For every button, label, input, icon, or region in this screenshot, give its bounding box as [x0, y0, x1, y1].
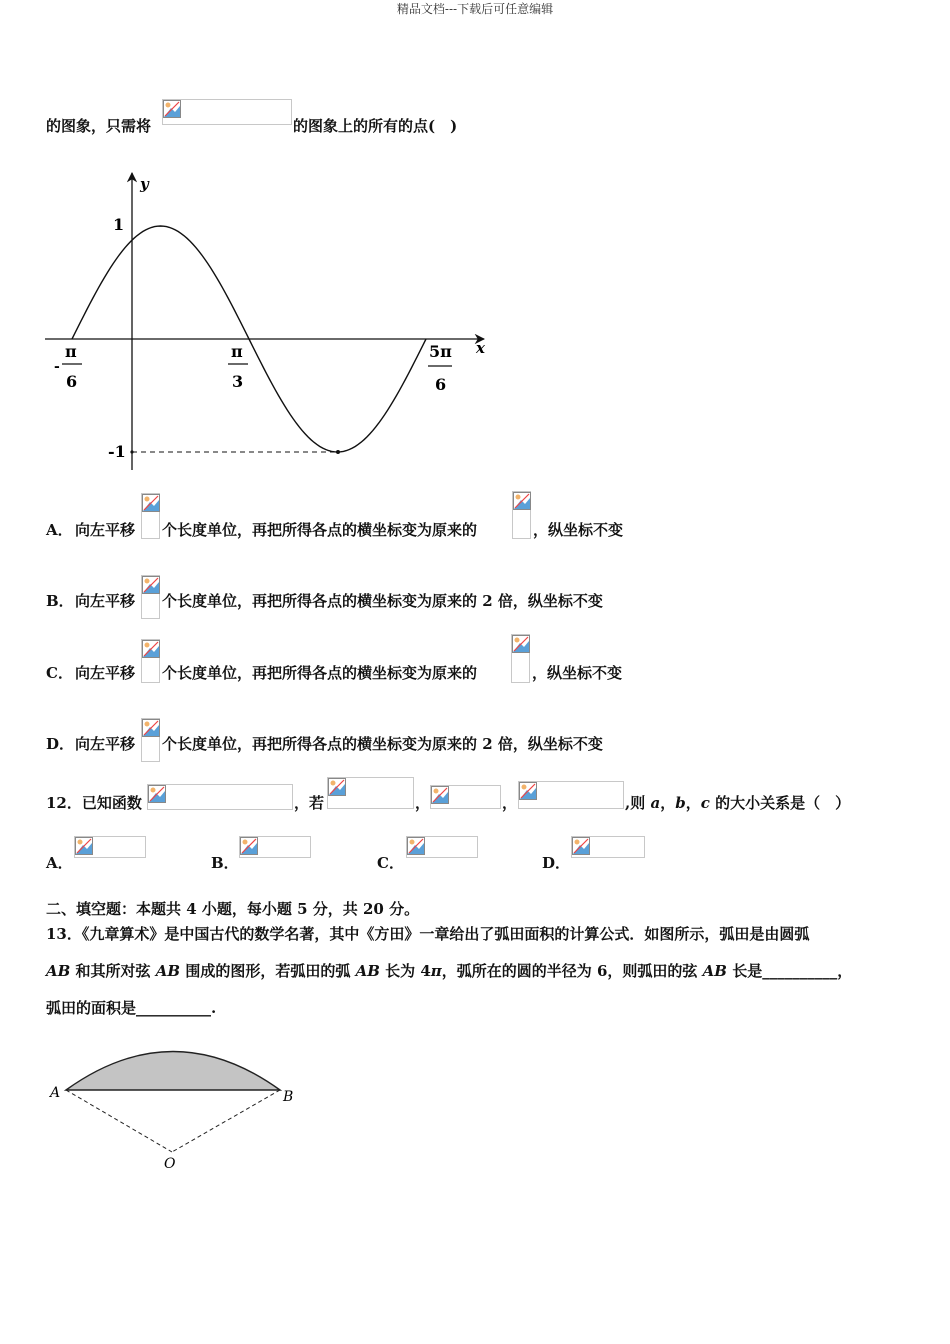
pi-symbol: π: [430, 962, 442, 980]
formula-image-placeholder: [518, 781, 624, 809]
section-title: 二、填空题：本题共 4 小题，每小题 5 分，共 20 分。: [46, 900, 420, 918]
q12-tail-post: 的大小关系是（ ）: [709, 794, 851, 812]
q13-text: 弧田的面积是: [46, 999, 137, 1017]
option-d-pre: 向左平移: [75, 735, 136, 753]
option-a-pre: 向左平移: [75, 521, 136, 539]
x-axis-label: x: [476, 339, 485, 357]
formula-image-placeholder: [162, 99, 292, 125]
q13-text: 长是: [726, 962, 763, 980]
formula-image-placeholder: [74, 836, 146, 858]
x-tick-mid-num: π: [231, 342, 243, 361]
option-c-post: ，纵坐标不变: [532, 664, 623, 682]
option-b-mid: 个长度单位，再把所得各点的横坐标变为原来的 2 倍，纵坐标不变: [162, 592, 603, 610]
broken-image-icon: [142, 640, 160, 658]
page-header: 精品文档---下载后可任意编辑: [396, 2, 554, 16]
ab-label: AB: [702, 962, 727, 980]
arc-field-figure: [40, 1030, 320, 1180]
broken-image-icon: [163, 100, 181, 118]
formula-image-placeholder: [147, 784, 293, 810]
q13-line1: 13．《九章算术》是中国古代的数学名著，其中《方田》一章给出了弧田面积的计算公式．如图所示，弧田是由圆弧: [46, 925, 810, 943]
radius-oa: [66, 1090, 172, 1152]
option-a-post: ，纵坐标不变: [533, 521, 624, 539]
formula-image-placeholder: [239, 836, 311, 858]
q12-option-d: D．: [542, 854, 571, 872]
var-c: c: [700, 794, 710, 812]
x-tick-end-den: 6: [435, 375, 447, 394]
formula-image-placeholder: [511, 634, 530, 683]
comma: ，: [685, 794, 701, 812]
formula-image-placeholder: [141, 493, 160, 539]
broken-image-icon: [519, 782, 537, 800]
broken-image-icon: [240, 837, 258, 855]
q11-stem-pre: 的图象，只需将: [46, 117, 152, 135]
broken-image-icon: [512, 635, 530, 653]
answer-blank[interactable]: __________: [136, 999, 212, 1017]
q13-line3: [46, 998, 216, 1018]
x-tick-mid-den: 3: [232, 372, 244, 391]
point-o-label: O: [164, 1156, 176, 1172]
option-c-pre: 向左平移: [75, 664, 136, 682]
q13-text: 和其所对弦: [70, 962, 156, 980]
min-point: [336, 450, 340, 454]
option-d-letter: D．: [46, 735, 75, 753]
q12-option-a: A．: [46, 854, 73, 872]
x-tick-neg-den: 6: [66, 372, 78, 391]
q12-tail-pre: ,则: [625, 794, 651, 812]
y-tick-neg1: -1: [108, 442, 126, 461]
q12-sep3: ，: [502, 794, 518, 812]
option-a-letter: A．: [46, 521, 73, 539]
q13-text: ，: [837, 962, 853, 980]
y-axis-label: y: [140, 175, 149, 193]
q13-text: 长为 4: [379, 962, 431, 980]
option-b-letter: B．: [46, 592, 74, 610]
formula-image-placeholder: [512, 491, 531, 539]
q13-text: ，弧所在的圆的半径为 6，则弧田的弦: [441, 962, 703, 980]
broken-image-icon: [142, 576, 160, 594]
point-b-label: B: [283, 1089, 294, 1105]
q12-number: 12．已知函数: [46, 794, 142, 812]
q12-sep1: ，若: [294, 794, 325, 812]
broken-image-icon: [142, 719, 160, 737]
ab-label: AB: [46, 962, 71, 980]
broken-image-icon: [407, 837, 425, 855]
q11-stem-post: 的图象上的所有的点( ): [293, 117, 458, 135]
ab-label: AB: [155, 962, 181, 980]
option-a-mid: 个长度单位，再把所得各点的横坐标变为原来的: [162, 521, 478, 539]
broken-image-icon: [513, 492, 531, 510]
radius-ob: [172, 1090, 280, 1152]
broken-image-icon: [572, 837, 590, 855]
broken-image-icon: [75, 837, 93, 855]
q13-text: .: [211, 999, 217, 1017]
formula-image-placeholder: [327, 777, 414, 809]
y-tick-1: 1: [113, 215, 125, 234]
q13-line2: [46, 961, 852, 981]
formula-image-placeholder: [141, 718, 160, 762]
q12-option-b: B．: [211, 854, 239, 872]
x-tick-neg-num: π: [65, 342, 77, 361]
arc-segment: [66, 1052, 280, 1091]
sine-graph: [40, 165, 500, 485]
var-b: b: [675, 794, 686, 812]
option-c-mid: 个长度单位，再把所得各点的横坐标变为原来的: [162, 664, 478, 682]
var-a: a: [650, 794, 661, 812]
broken-image-icon: [148, 785, 166, 803]
formula-image-placeholder: [141, 575, 160, 619]
formula-image-placeholder: [571, 836, 645, 858]
broken-image-icon: [142, 494, 160, 512]
x-tick-neg-sign: -: [54, 359, 60, 375]
option-c-letter: C．: [46, 664, 73, 682]
formula-image-placeholder: [406, 836, 478, 858]
formula-image-placeholder: [141, 639, 160, 683]
option-d-mid: 个长度单位，再把所得各点的横坐标变为原来的 2 倍，纵坐标不变: [162, 735, 603, 753]
q13-text: 围成的图形，若弧田的弧: [180, 962, 356, 980]
x-tick-end-num: 5π: [429, 342, 452, 361]
broken-image-icon: [328, 778, 346, 796]
answer-blank[interactable]: __________: [762, 962, 838, 980]
q12-option-c: C．: [377, 854, 404, 872]
formula-image-placeholder: [430, 785, 501, 809]
comma: ，: [660, 794, 676, 812]
q12-sep2: ，: [415, 794, 431, 812]
option-b-pre: 向左平移: [75, 592, 136, 610]
point-a-label: A: [50, 1085, 61, 1101]
broken-image-icon: [431, 786, 449, 804]
ab-label: AB: [355, 962, 380, 980]
y-tick-mark: [130, 450, 133, 453]
q12-tail: [625, 793, 850, 813]
